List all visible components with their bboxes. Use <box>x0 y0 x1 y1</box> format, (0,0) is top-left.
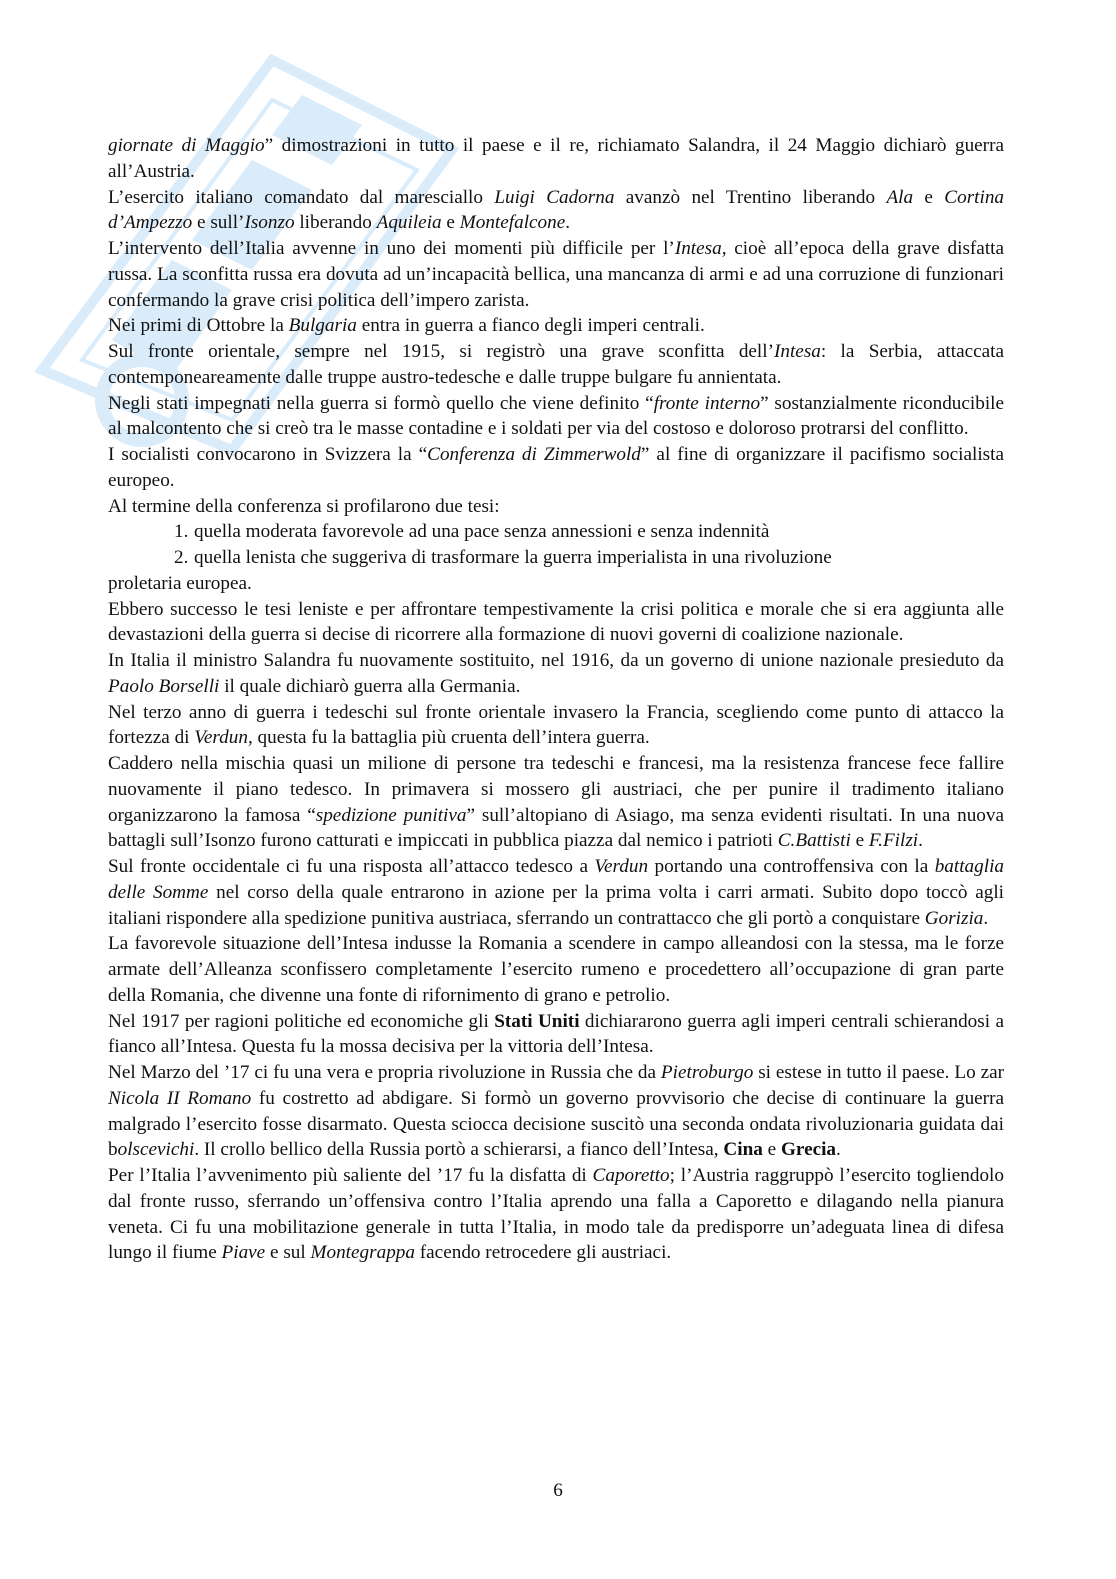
text-run: e <box>850 830 869 852</box>
text-run: ; l’Austria raggruppò l’esercito togliendolo dal fronte russo, sferrando un’offensiva contro l’Italia aprendo una falla a Caporetto e dilagando nella pianura veneta. Ci fu una mobilitazione generale in tutta l’Italia, in modo tale da predisporre un’adeguata linea di difesa lungo il fiume <box>108 1165 1004 1264</box>
text-run: Nel 1917 per ragioni politiche ed economiche gli <box>108 1010 495 1032</box>
text-run: In Italia il ministro Salandra fu nuovamente sostituito, nel 1916, da un governo di unione nazionale presieduto da <box>108 650 1004 671</box>
text-run: facendo retrocedere gli austriaci. <box>414 1242 672 1264</box>
text-run: I socialisti convocarono in Svizzera la “ <box>108 444 428 465</box>
italic-text: spedizione punitiva <box>315 804 467 826</box>
italic-text: Isonzo <box>244 212 295 234</box>
italic-text: Verdun <box>194 727 248 749</box>
text-run: entra in guerra a fianco degli imperi centrali. <box>356 315 705 337</box>
list-text: quella moderata favorevole ad una pace senza annessioni e senza indennità <box>194 521 770 543</box>
italic-text: battaglia delle Somme <box>108 856 1004 903</box>
text-run: ” sostanzialmente riconducibile al malcontento che si creò tra le masse contadine e i soldati per via del costoso e doloroso protrarsi del conflitto. <box>108 392 1004 440</box>
text-run: e <box>913 186 945 208</box>
list-item <box>174 519 1004 545</box>
text-run: portando una controffensiva con la <box>648 856 935 877</box>
italic-text: Ala <box>886 186 914 208</box>
text-run: e sull’ <box>192 212 245 234</box>
paragraph <box>108 648 1004 700</box>
numbered-list <box>108 519 1004 571</box>
text-run: proletaria europea. <box>108 572 252 594</box>
text-run: Nei primi di Ottobre la <box>108 315 289 337</box>
text-run: , cioè all’epoca della grave disfatta russa. La sconfitta russa era dovuta ad un’incapacità bellica, una mancanza di armi e ad una corruzione di funzionari confermando la grave crisi politica dell’impero zarista. <box>108 238 1004 311</box>
italic-text: Conferenza di Zimmerwold <box>427 444 641 465</box>
paragraphs-after-list <box>108 571 1004 1266</box>
text-run: . <box>983 907 989 929</box>
text-run: e <box>441 212 460 234</box>
paragraph <box>108 494 1004 520</box>
italic-text: Intesa <box>674 238 722 259</box>
list-number: 2. <box>174 547 189 568</box>
text-run: liberando <box>294 212 377 234</box>
text-run: Negli stati impegnati nella guerra si formò quello che viene definito “ <box>108 392 654 414</box>
text-run: e sul <box>265 1242 311 1264</box>
text-run: , questa fu la battaglia più cruenta dell’intera guerra. <box>247 727 650 749</box>
text-run: Caddero nella mischia quasi un milione di persone tra tedeschi e francesi, ma la resistenza francese fece fallire nuovamente il piano tedesco. In primavera si mossero gli austriaci, che per punire il tradimento italiano organizzarono la famosa “ <box>108 753 1004 826</box>
text-run: L’esercito italiano comandato dal maresciallo <box>108 186 495 208</box>
document-body <box>108 133 1004 1266</box>
paragraph <box>108 442 1004 494</box>
text-run: . Il crollo bellico della Russia portò a schierarsi, a fianco dell’Intesa, <box>194 1139 724 1161</box>
paragraph <box>108 313 1004 339</box>
text-run: . <box>565 212 571 234</box>
italic-text: Nicola II Romano <box>108 1087 252 1109</box>
italic-text: fronte interno <box>653 392 761 414</box>
text-run: ” al fine di organizzare il pacifismo socialista europeo. <box>108 444 1004 491</box>
italic-text: olscevichi <box>117 1139 195 1161</box>
italic-text: C.Battisti <box>777 830 851 852</box>
paragraph <box>108 185 1004 237</box>
paragraph <box>108 931 1004 1008</box>
text-run: ” sull’altopiano di Asiago, ma senza evidenti risultati. In una nuova battagli sull’Isonzo furono catturati e impiccati in pubblica piazza dal nemico i patrioti <box>108 804 1004 852</box>
text-run: . <box>836 1139 841 1161</box>
page-number: 6 <box>553 1480 563 1501</box>
italic-text: giornate di Maggio <box>108 135 265 156</box>
paragraph <box>108 1163 1004 1266</box>
italic-text: Montefalcone <box>459 212 566 234</box>
text-run: Nel terzo anno di guerra i tedeschi sul fronte orientale invasero la Francia, scegliendo come punto di attacco la fortezza di <box>108 701 1004 749</box>
italic-text: Caporetto <box>592 1165 670 1186</box>
text-run: fu costretto ad abdigare. Si formò un governo provvisorio che decise di continuare la guerra malgrado l’esercito fosse disarmato. Questa sciocca decisione suscitò una seconda ondata rivoluzionaria guidata dai b <box>108 1087 1004 1161</box>
paragraphs-before-list <box>108 133 1004 519</box>
paragraph <box>108 751 1004 854</box>
text-run: nel corso della quale entrarono in azione per la prima volta i carri armati. Subito dopo toccò agli italiani rispondere alla spedizione punitiva austriaca, sferrando un contrattacco che gli portò a conquistare <box>108 881 1004 929</box>
italic-text: Cortina d’Ampezzo <box>108 186 1005 234</box>
italic-text: Luigi Cadorna <box>494 186 615 208</box>
italic-text: Piave <box>221 1242 266 1264</box>
italic-text: Intesa <box>773 341 821 362</box>
paragraph <box>108 236 1004 313</box>
text-run: Al termine della conferenza si profilarono due tesi: <box>108 495 500 517</box>
text-run: ” dimostrazioni in tutto il paese e il re, richiamato Salandra, il 24 Maggio dichiarò guerra all’Austria. <box>108 135 1004 182</box>
paragraph <box>108 571 1004 597</box>
text-run: Per l’Italia l’avvenimento più saliente del ’17 fu la disfatta di <box>108 1165 593 1186</box>
italic-text: Bulgaria <box>288 315 357 337</box>
text-run: : la Serbia, attaccata contemponeareamente dalle truppe austro-tedesche e dalle truppe bulgare fu annientata. <box>108 341 1004 388</box>
text-run: Ebbero successo le tesi leniste e per affrontare tempestivamente la crisi politica e morale che si era aggiunta alle devastazioni della guerra si decise di ricorrere alla formazione di nuovi governi di coalizione nazionale. <box>108 598 1004 646</box>
bold-text: Stati Uniti <box>494 1010 580 1032</box>
paragraph <box>108 1060 1004 1163</box>
italic-text: F.Filzi <box>868 830 919 852</box>
italic-text: Pietroburgo <box>660 1062 754 1083</box>
paragraph <box>108 854 1004 931</box>
paragraph <box>108 339 1004 391</box>
paragraph <box>108 133 1004 185</box>
text-run: il quale dichiarò guerra alla Germania. <box>219 675 521 697</box>
text-run: La favorevole situazione dell’Intesa indusse la Romania a scendere in campo alleandosi con la stessa, ma le forze armate dell’Alleanza sconfissero completamente l’esercito rumeno e procedettero all’occupazione di gran parte della Romania, che divenne una fonte di rifornimento di grano e petrolio. <box>108 933 1004 1006</box>
paragraph <box>108 700 1004 752</box>
text-run: avanzò nel Trentino liberando <box>614 186 887 208</box>
bold-text: Cina <box>723 1139 763 1161</box>
paragraph <box>108 597 1004 649</box>
italic-text: Aquileia <box>376 212 442 234</box>
italic-text: Gorizia <box>924 907 984 929</box>
list-number: 1. <box>174 521 189 543</box>
text-run: Sul fronte orientale, sempre nel 1915, si registrò una grave sconfitta dell’ <box>108 341 774 362</box>
text-run: Sul fronte occidentale ci fu una risposta all’attacco tedesco a <box>108 856 595 877</box>
text-run: si estese in tutto il paese. Lo zar <box>753 1062 1004 1083</box>
list-text: quella lenista che suggeriva di trasformare la guerra imperialista in una rivoluzione <box>194 547 832 568</box>
text-run: dichiararono guerra agli imperi centrali schierandosi a fianco all’Intesa. Questa fu la mossa decisiva per la vittoria dell’Intesa. <box>108 1010 1004 1058</box>
list-item <box>174 545 1004 571</box>
bold-text: Grecia <box>780 1139 837 1161</box>
text-run: . <box>918 830 923 852</box>
italic-text: Montegrappa <box>310 1242 415 1264</box>
italic-text: Paolo Borselli <box>108 675 220 697</box>
paragraph <box>108 391 1004 443</box>
italic-text: Verdun <box>594 856 649 877</box>
text-run: Nel Marzo del ’17 ci fu una vera e propria rivoluzione in Russia che da <box>108 1062 661 1083</box>
text-run: L’intervento dell’Italia avvenne in uno dei momenti più difficile per l’ <box>108 238 675 259</box>
text-run: e <box>762 1139 781 1161</box>
paragraph <box>108 1009 1004 1061</box>
